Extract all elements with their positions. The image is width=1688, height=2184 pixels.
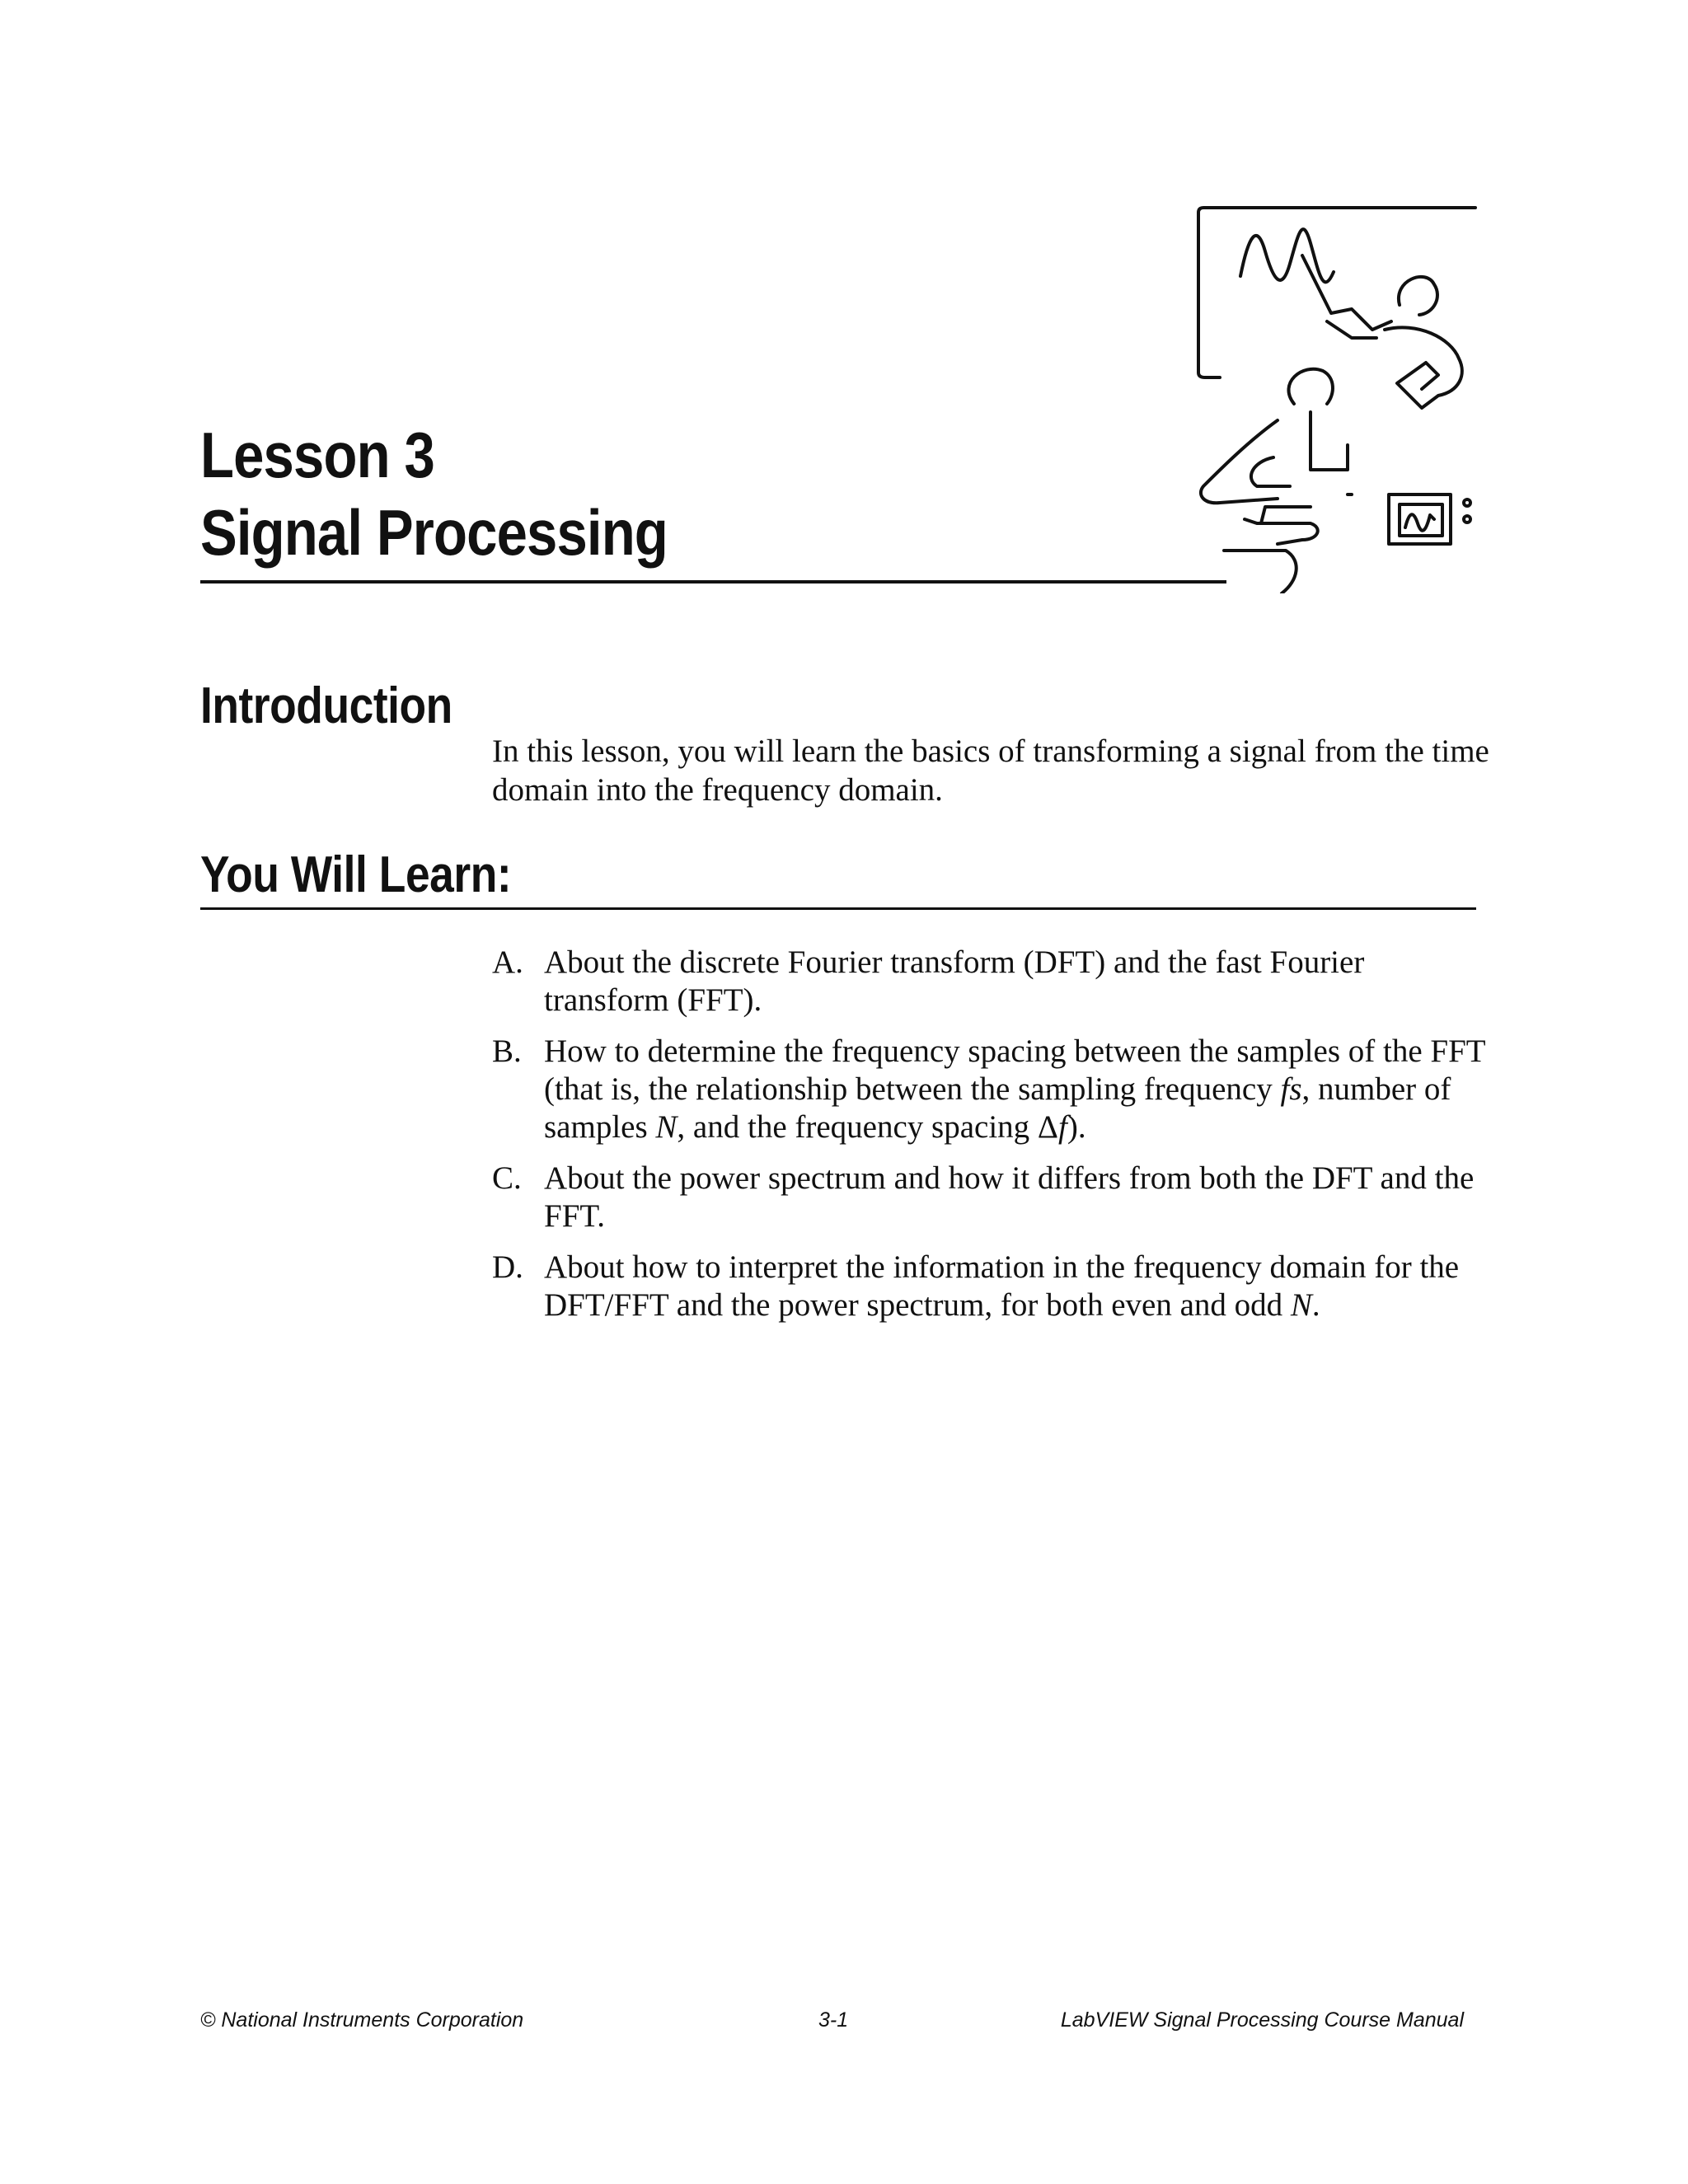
variable-N: N [655, 1109, 678, 1145]
title-rule [200, 580, 1226, 583]
introduction-text: In this lesson, you will learn the basics of transforming a signal from the time domain into the frequency domain. [492, 733, 1489, 808]
chair [1245, 519, 1318, 544]
list-marker: A. [492, 944, 523, 980]
list-item-text: About the power spectrum and how it differs from both the DFT and the FFT. [544, 1160, 1475, 1234]
list-item-text: How to determine the frequency spacing between the samples of the FFT (that is, the relationship between the sampling frequency fs, number of samples N, and the frequency spacing Δf). [544, 1033, 1485, 1145]
lesson-title [200, 416, 668, 571]
footer-manual-title: LabVIEW Signal Processing Course Manual [1060, 2008, 1464, 2032]
list-item [492, 1033, 1489, 1146]
introduction-heading: Introduction [200, 677, 452, 734]
list-marker: B. [492, 1033, 522, 1069]
listener-body [1201, 420, 1278, 503]
lesson-illustration [1187, 198, 1500, 593]
variable-fs: fs [1280, 1071, 1302, 1107]
list-item [492, 944, 1489, 1019]
listener-head [1288, 369, 1333, 404]
list-marker: D. [492, 1249, 523, 1285]
you-will-learn-rule [200, 907, 1476, 910]
footer-page-number: 3-1 [818, 2008, 849, 2032]
lesson-number: Lesson 3 [200, 419, 434, 491]
lesson-name: Signal Processing [200, 496, 668, 569]
list-marker: C. [492, 1160, 522, 1196]
list-item-text: About how to interpret the information in the frequency domain for the DFT/FFT and the power spectrum, for both even and odd N. [544, 1249, 1460, 1323]
presenter-body [1385, 327, 1462, 408]
footer-copyright: © National Instruments Corporation [200, 2008, 524, 2032]
sine-wave [1240, 229, 1334, 282]
list-item [492, 1160, 1489, 1235]
you-will-learn-heading: You Will Learn: [200, 846, 512, 903]
learning-objectives-list [492, 944, 1489, 1338]
list-item [492, 1249, 1489, 1324]
board-frame [1198, 208, 1475, 377]
variable-N: N [1290, 1287, 1312, 1323]
variable-f: f [1058, 1109, 1067, 1145]
presenter-head [1399, 277, 1437, 315]
list-item-text: About the discrete Fourier transform (DFT) and the fast Fourier transform (FFT). [544, 944, 1365, 1018]
